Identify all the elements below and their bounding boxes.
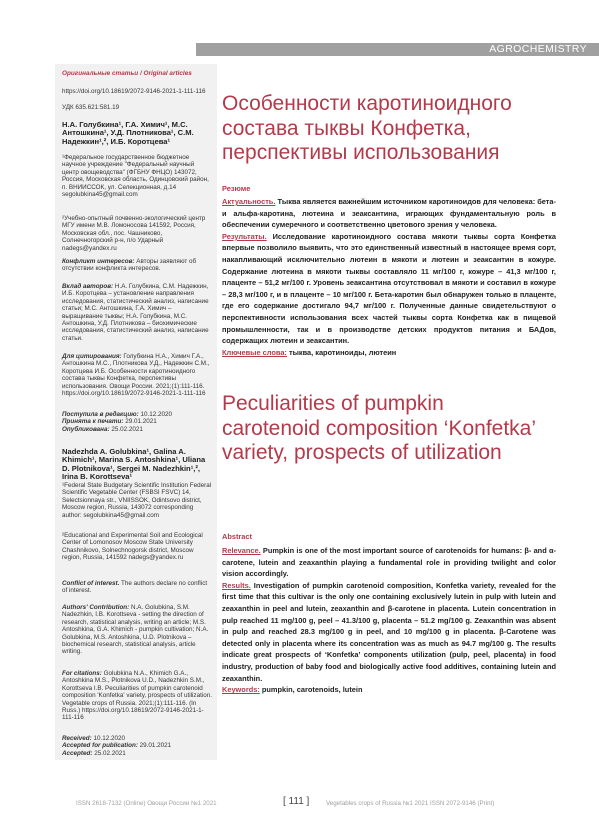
keywords-en-text: pumpkin, carotenoids, lutein <box>259 685 363 695</box>
relevance-en <box>222 545 556 580</box>
cite-en-label: For citations: <box>62 670 102 677</box>
article-type: Оригинальные статьи / Original articles <box>62 70 192 77</box>
cite-ru-text: Голубкина Н.А., Химич Г.А., Антошкина М.С., Плотникова У.Д., Надежкин С.М., Коротцева И.Б. Особенности каротиноидного состава тыквы Конфетка, перспективы использования. Овощи России. 2021;(1):111-116. https://doi.org/10.18619/2072-9146-2021-1-111-116 <box>62 353 210 398</box>
cite-ru-label: Для цитирования: <box>62 353 122 360</box>
keywords-ru <box>222 347 556 359</box>
relevance-en-label: Relevance. <box>222 546 261 555</box>
accepted-ru-label: Принята к печати: <box>62 418 124 426</box>
results-en-label: Results. <box>222 580 251 590</box>
conflict-en-text: The authors declare no conflict of interest. <box>62 580 208 595</box>
received-en-label: Received: <box>62 735 92 742</box>
results-en-text: Investigation of pumpkin carotenoid composition, Konfetka variety, revealed for the first time that this cultivar is the only one containing exclusively lutein in pulp with lutein and zeaxanthin in peel and lutein, zeaxanthin and β-carotene in placenta. Lutein concentration in pulp reached 11 mg/100 g, peel – 41.3/100 g, placenta – 51.2 mg/100 g. Zeaxanthin was absent in pulp and reached 28.3 mg/100 g in peel, and 10 mg/100 g in placenta. β-Carotene was detected only in placenta where its concentration was as much as 94.7 mg/100 g. The results indicate great prospects of ‘Konfetka’ components utilization (pulp, peel, placenta) in food industry, production of baby food and biologically active food additives, containing lutein and zeaxanthin. <box>222 580 556 683</box>
relevance-ru <box>222 196 556 231</box>
affiliation-1-en: ¹Federal State Budgetary Scientific Institution Federal Scientific Vegetable Center (FSBSI FSVC) 14, Selectsionnaya str., VNIISSOK, Odintsovo district, Moscow region, Russia, 143072 corresponding author: segolubkina45@gmail.com <box>62 482 212 519</box>
accepted-ru: 29.01.2021 <box>125 418 157 426</box>
cite-en <box>62 670 212 722</box>
section-label: AGROCHEMISTRY <box>489 43 587 55</box>
conflict-en <box>62 580 212 595</box>
conflict-ru-label: Конфликт интересов: <box>62 258 135 265</box>
published-ru: 25.02.2021 <box>111 425 143 433</box>
received-ru: 10.12.2020 <box>140 411 172 418</box>
published-ru-label: Опубликована: <box>62 425 110 433</box>
doi-ru[interactable]: https://doi.org/10.18619/2072-9146-2021-1-111-116 <box>62 88 206 95</box>
authors-ru: Н.А. Голубкина¹, Г.А. Химич¹, М.С. Антошкина¹, У.Д. Плотникова¹, С.М. Надежкин¹,², И.Б. Коротцева¹ <box>62 120 194 146</box>
footer-right: Vegetables crops of Russia №1 2021 ISSN 2072-9146 (Print) <box>326 800 495 807</box>
accepted-en-label: Accepted for publication: <box>62 742 138 750</box>
received-ru-label: Поступила в редакцию: <box>62 411 139 418</box>
results-ru <box>222 231 556 347</box>
published-en: 25.02.2021 <box>94 749 126 757</box>
conflict-en-label: Conflict of interest. <box>62 580 120 587</box>
udk: УДК 635.621:581.19 <box>62 104 120 111</box>
affiliation-2-en: ²Educational and Experimental Soil and Ecological Center of Lomonosov Moscow State University Chashnikovo, Solnechnogorsk district, Moscow region, Russia, 141592 nadegs@yandex.ru <box>62 532 203 562</box>
dates-en <box>62 735 212 757</box>
contrib-en-text: N.A. Golubkina, S.M. Nadezhkin, I.B. Korottseva - setting the direction of research, statistical analysis, writing an article; M.S. Antoshkina, G.A. Khimich - pumpkin cultivation; N.A. Golubkina, M.S. Antoshkina, U.D. Plotnikova – biochemical research, statistical analysis, article writing. <box>62 604 209 656</box>
contrib-en-label: Authors' Contribution: <box>62 604 130 611</box>
relevance-ru-text: Тыква является важнейшим источником каротиноидов для человека: бета- и альфа-каротина, лютеина и зеаксантина, играющих фундаментальную роль в обеспечении сумеречного и соответственно цветового зрения у человека. <box>222 197 556 230</box>
title-en: Peculiarities of pumpkin carotenoid composition ‘Konfetka’ variety, prospects of utilization <box>222 392 536 464</box>
affiliation-2-ru: ²Учебно-опытный почвенно-экологический центр МГУ имени М.В. Ломоносова 141592, Россия, Московская обл., пос. Чашниково, Солнечногорский р-н, п/о Ударный nadegs@yandex.ru <box>62 215 206 252</box>
conflict-ru <box>62 258 212 273</box>
abstract-en <box>222 545 556 696</box>
keywords-en-label: Keywords: <box>222 685 260 695</box>
relevance-ru-label: Актуальность. <box>222 197 276 206</box>
cite-ru <box>62 353 212 397</box>
page-footer <box>0 798 599 810</box>
title-ru: Особенности каротиноидного состава тыквы Конфетка, перспективы использования <box>222 92 512 164</box>
keywords-en <box>222 684 556 696</box>
keywords-ru-label: Ключевые слова: <box>222 347 287 357</box>
cite-en-text: Golubkina N.A., Khimich G.A., Antoshkina M.S., Plotnikova U.D., Nadezhkin S.M., Korottseva I.B. Peculiarities of pumpkin carotenoid composition 'Konfetka' variety, prospects of utilization. Vegetable crops of Russia. 2021;(1):111-116. (In Russ.) https://doi.org/10.18619/2072-9146-2021-1-111-116 <box>62 670 212 722</box>
page-number: [ 111 ] <box>283 796 310 807</box>
contrib-ru <box>62 283 212 342</box>
conflict-ru-text: Авторы заявляют об отсутствии конфликта интересов. <box>62 258 197 273</box>
accepted-en: 29.01.2021 <box>139 742 172 750</box>
received-en: 10.12.2020 <box>93 735 126 742</box>
contrib-ru-label: Вклад авторов: <box>62 283 114 290</box>
authors-en: Nadezhda A. Golubkina¹, Galina A. Khimich¹, Marina S. Antoshkina¹, Uliana D. Plotnikova¹, Sergei M. Nadezhkin¹,², Irina B. Korottseva¹ <box>62 447 206 482</box>
affiliation-1-ru: ¹Федеральное государственное бюджетное научное учреждение "Федеральный научный центр овощеводства" (ФГБНУ ФНЦО) 143072, Россия, Московская область, Одинцовский район, п. ВНИИССОК, ул. Селекционная, д.14 segolubkina45@gmail.com <box>62 154 209 199</box>
dates-ru <box>62 411 212 433</box>
contrib-en <box>62 604 212 656</box>
relevance-en-text: Pumpkin is one of the most important source of carotenoids for humans: β- and α-carotene, lutein and zeaxanthin playing a fundamental role in providing twilight and color vision accordingly. <box>222 546 556 579</box>
abstract-ru <box>222 196 556 358</box>
abstract-head-ru: Резюме <box>222 184 251 193</box>
section-bar <box>196 43 599 56</box>
results-en <box>222 580 556 684</box>
published-en-label: Accepted: <box>62 749 93 757</box>
abstract-head-en: Abstract <box>222 532 252 541</box>
results-ru-label: Результаты. <box>222 231 267 241</box>
footer-left: ISSN 2618-7132 (Online) Овощи России №1 2021 <box>76 800 217 807</box>
contrib-ru-text: Н.А. Голубкина, С.М. Надежкин, И.Б. Коротцева – установление направления исследования, статистический анализ, написание статьи; М.С. Антошкина, Г.А. Химич – выращивание тыквы; Н.А. Голубкина, М.С. Антошкина, У.Д. Плотникова – биохимические исследования, статистический анализ, написание статьи. <box>62 283 209 342</box>
keywords-ru-text: тыква, каротиноиды, лютеин <box>286 347 397 357</box>
results-ru-text: Исследование каротиноидного состава мякоти тыквы сорта Конфетка впервые позволило выявить, что это единственный известный в настоящее время сорт, накапливающий исключительно лютеин в мякоти и лютеин и зеаксантин в кожуре. Содержание лютеина в мякоти тыквы составляло 11 мг/100 г, кожуре – 41,3 мг/100 г, плаценте – 51,2 мг/100 г. Уровень зеаксантина отсутствовал в мякоти и составил в кожуре – 28,3 мг/100 г, и в плаценте – 10 мг/100 г. Бета-каротин был обнаружен только в плаценте, где его содержание достигало 94,7 мг/100 г. Полученные данные свидетельствуют о перспективности использования всех частей тыквы сорта Конфетка как в пищевой промышленности, так и в производстве детских продуктов питания и БАДов, содержащих лютеин и зеаксантин. <box>222 231 556 346</box>
